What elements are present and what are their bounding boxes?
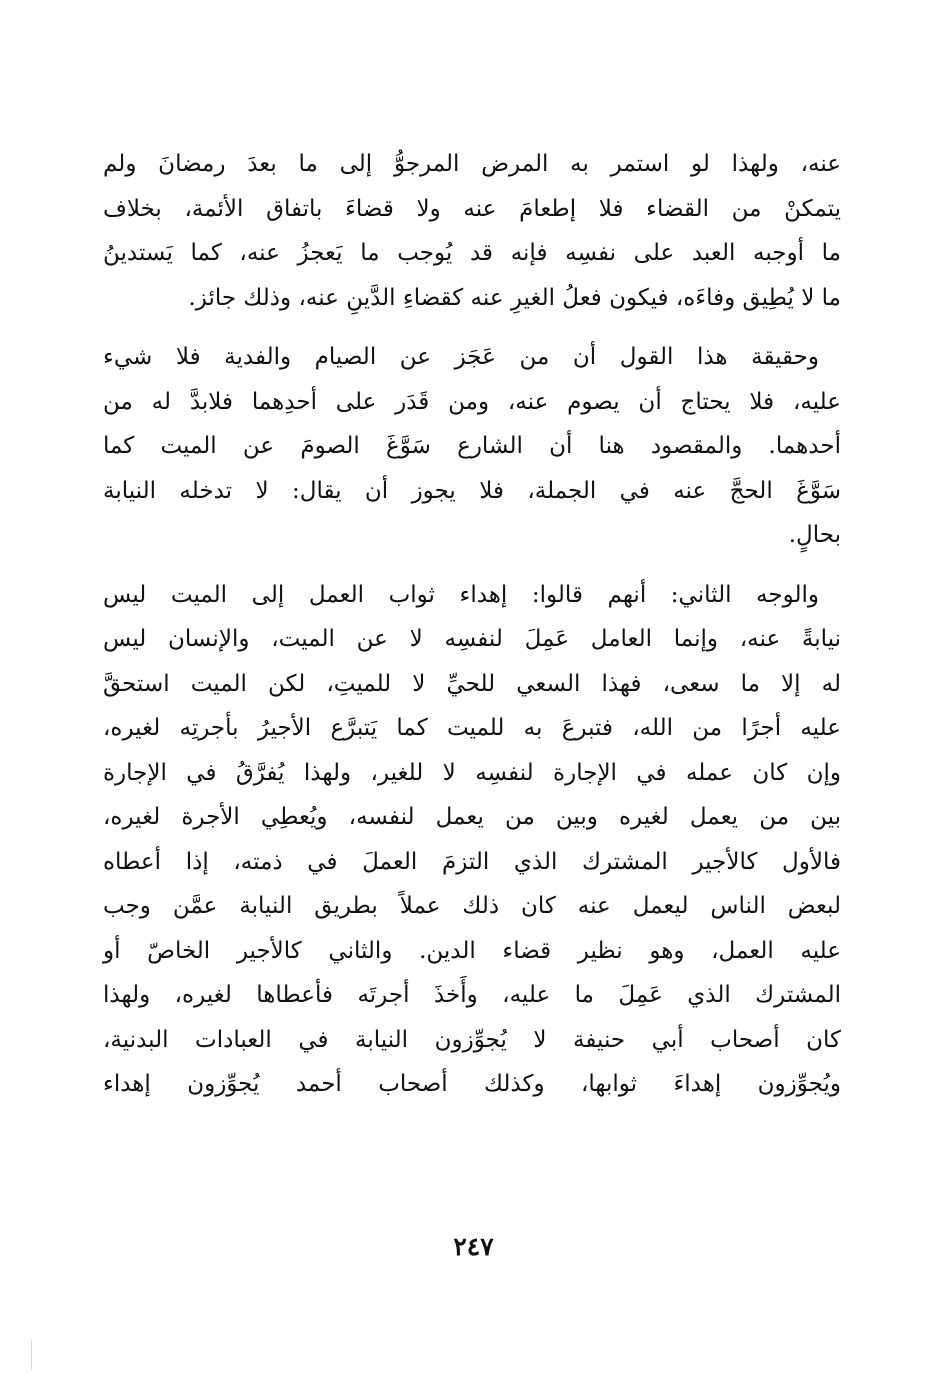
- text-line: لبعض الناس ليعمل عنه كان ذلك عملاً بطريق النيابة عمَّن وجب: [103, 893, 841, 919]
- scan-edge-mark: [31, 1340, 32, 1370]
- text-line: عليه، فلا يحتاج أن يصوم عنه، ومن قَدَر على أحدِهما فلابدَّ له من: [103, 388, 841, 415]
- text-line: يتمكنْ من القضاء فلا إطعامَ عنه ولا قضاءَ باتفاق الأئمة، بخلاف: [103, 195, 841, 222]
- text-line: ما لا يُطِيق وفاءَه، فيكون فعلُ الغيرِ عنه كقضاءِ الدَّينِ عنه، وذلك جائز.: [188, 284, 841, 311]
- text-line: نيابةً عنه، وإنما العامل عَمِلَ لنفسِه لا عن الميت، والإنسان ليس: [103, 626, 841, 652]
- page-number: ٢٤٧: [453, 1232, 494, 1261]
- body-text: [103, 142, 841, 1107]
- paragraph-1: [103, 142, 841, 320]
- text-line: فالأول كالأجير المشترك الذي التزمَ العملَ في ذمته، إذا أعطاه: [103, 848, 841, 875]
- text-line: بحالٍ.: [788, 522, 841, 548]
- paragraph-gap: [103, 558, 841, 573]
- text-line: ما أوجبه العبد على نفسِه فإنه قد يُوجب ما يَعجزُ عنه، كما يَستدينُ: [103, 240, 841, 266]
- paragraph-3: [103, 573, 841, 1107]
- text-line: عليه العمل، وهو نظير قضاء الدين. والثاني كالأجير الخاصّ أو: [103, 937, 841, 964]
- text-line: بين من يعمل لغيره وبين من يعمل لنفسه، ويُعطِي الأجرة لغيره،: [103, 804, 841, 830]
- text-line: والوجه الثاني: أنهم قالوا: إهداء ثواب العمل إلى الميت ليس: [103, 581, 819, 608]
- text-line: عنه، ولهذا لو استمر به المرض المرجوُّ إلى ما بعدَ رمضانَ ولم: [103, 151, 841, 177]
- text-line: وحقيقة هذا القول أن من عَجَز عن الصيام والفدية فلا شيء: [103, 344, 819, 370]
- text-line: أحدهما. والمقصود هنا أن الشارع سَوَّغَ الصومَ عن الميت كما: [103, 433, 841, 459]
- text-line: سَوَّغَ الحجَّ عنه في الجملة، فلا يجوز أن يقال: لا تدخله النيابة: [103, 477, 841, 504]
- paragraph-2: [103, 335, 841, 558]
- text-line: عليه أجرًا من الله، فتبرعَ به للميت كما يَتبرَّع الأجيرُ بأجرتِه لغيره،: [103, 715, 841, 741]
- paragraph-gap: [103, 320, 841, 335]
- text-line: كان أصحاب أبي حنيفة لا يُجوِّزون النيابة في العبادات البدنية،: [103, 1026, 841, 1053]
- text-line: وإن كان عمله في الإجارة لنفسِه لا للغير، ولهذا يُفرَّقُ في الإجارة: [103, 759, 841, 786]
- text-line: ويُجوِّزون إهداءَ ثوابها، وكذلك أصحاب أحمد يُجوِّزون إهداء: [103, 1071, 841, 1097]
- text-line: له إلا ما سعى، فهذا السعي للحيِّ لا للميتِ، لكن الميت استحقَّ: [103, 670, 841, 697]
- text-line: المشترك الذي عَمِلَ ما عليه، وأَخذَ أجرتَه فأعطاها لغيره، ولهذا: [103, 982, 841, 1008]
